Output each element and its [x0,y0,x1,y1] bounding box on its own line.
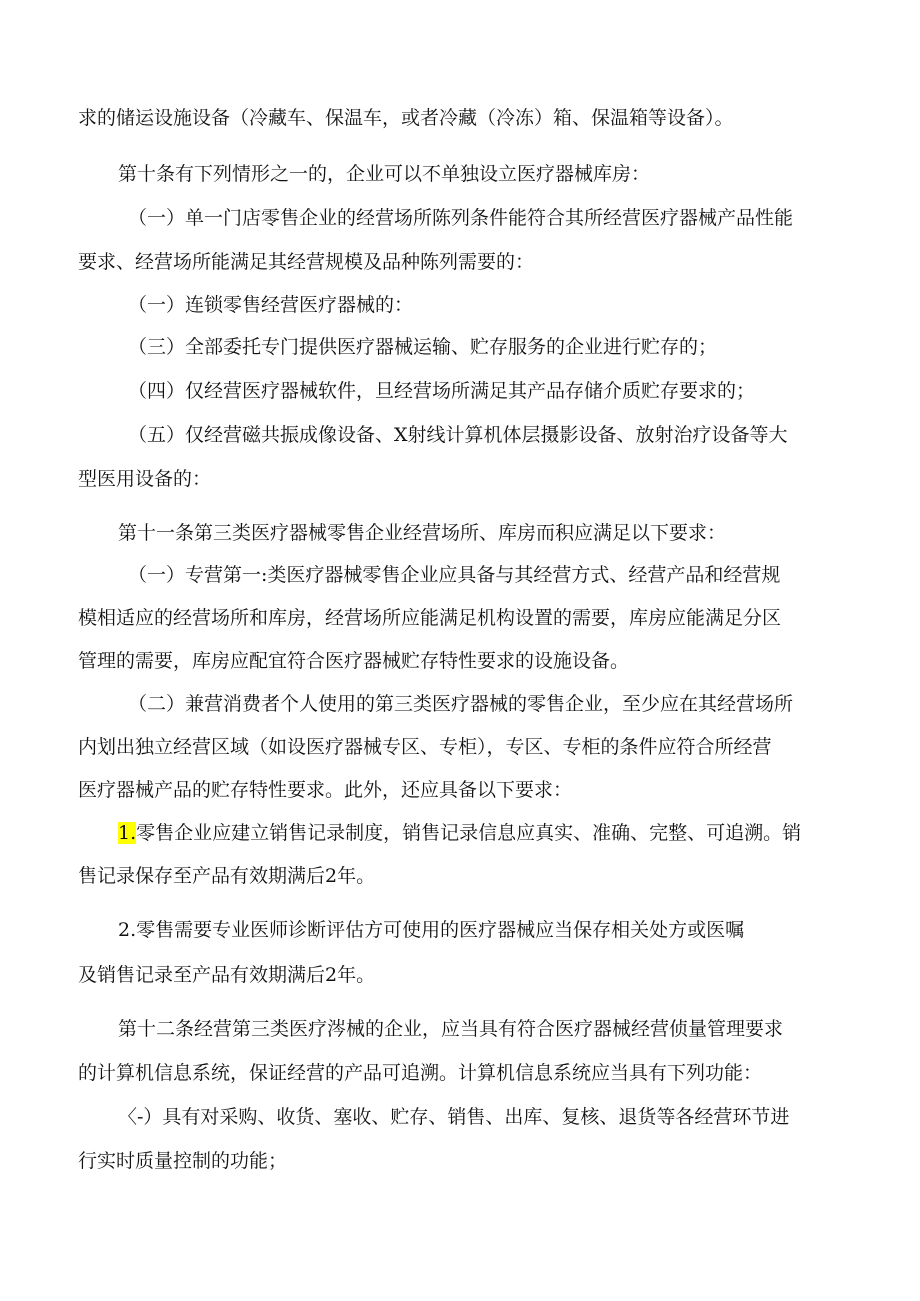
text-line: 型医用设备的： [78,468,212,490]
text-line: 求的储运设施设备（冷藏车、保温车，或者冷藏（冷冻）箱、保温箱等设备）。 [78,107,734,129]
text-line: （五）仅经营磁共振成像设备、X射线计算机体层摄影设备、放射治疗设备等大 [128,424,788,446]
text-line: 第十一条第三类医疗器械零售企业经营场所、库房而积应满足以下要求： [118,522,727,544]
text-line: 2.零售需要专业医师诊断评估方可使用的医疗器械应当保存相关处方或医嘱 [118,919,745,941]
text-line: 医疗器械产品的贮存特性要求。此外，还应具备以下要求： [78,779,573,801]
text-line: 模相适应的经营场所和库房，经营场所应能满足机构设置的需要，库房应能满足分区 [78,607,782,629]
text-line-content: 零售企业应建立销售记录制度，销售记录信息应真实、准确、完整、可追溯。销 [136,822,802,844]
text-line: （一）连锁零售经营医疗器械的： [128,294,414,316]
text-line: 〈-）具有对采购、收货、塞收、贮存、销售、出库、复核、退货等各经营环节进 [118,1106,790,1128]
text-line: 内划出独立经营区域（如设医疗器械专区、专柜），专区、专柜的条件应符合所经营 [78,736,772,758]
text-line: （三）全部委托专门提供医疗器械运输、贮存服务的企业进行贮存的； [128,336,718,358]
text-line: 售记录保存至产品有效期满后2年。 [78,865,376,887]
text-line: （二）兼营消费者个人使用的第三类医疗器械的零售企业，至少应在其经营场所 [128,693,794,715]
text-line: 管理的需要，库房应配宜符合医疗器械贮存特性要求的设施设备。 [78,650,630,672]
text-line: （四）仅经营医疗器械软件，旦经营场所满足其产品存储介质贮存要求的； [128,380,756,402]
text-line: 行实时质量控制的功能； [78,1150,288,1172]
text-line: （一）专营第一:类医疗器械零售企业应具备与其经营方式、经营产品和经营规 [128,564,781,586]
text-line: 要求、经营场所能满足其经营规模及品种陈列需要的： [78,251,535,273]
text-line: 第十二条经营第三类医疗涔械的企业，应当具有符合医疗器械经营侦量管理要求 [118,1018,784,1040]
text-line: 及销售记录至产品有效期满后2年。 [78,964,376,986]
text-line: （一）单一门店零售企业的经营场所陈列条件能符合其所经营医疗器械产品性能 [128,207,794,229]
text-line: 第十条有下列情形之一的，企业可以不单独设立医疗器械库房： [118,163,651,185]
highlighted-list-marker: 1. [118,822,137,844]
text-line: 的计算机信息系统，保证经营的产品可追溯。计算机信息系统应当具有下列功能： [78,1062,763,1084]
text-line [118,820,801,846]
